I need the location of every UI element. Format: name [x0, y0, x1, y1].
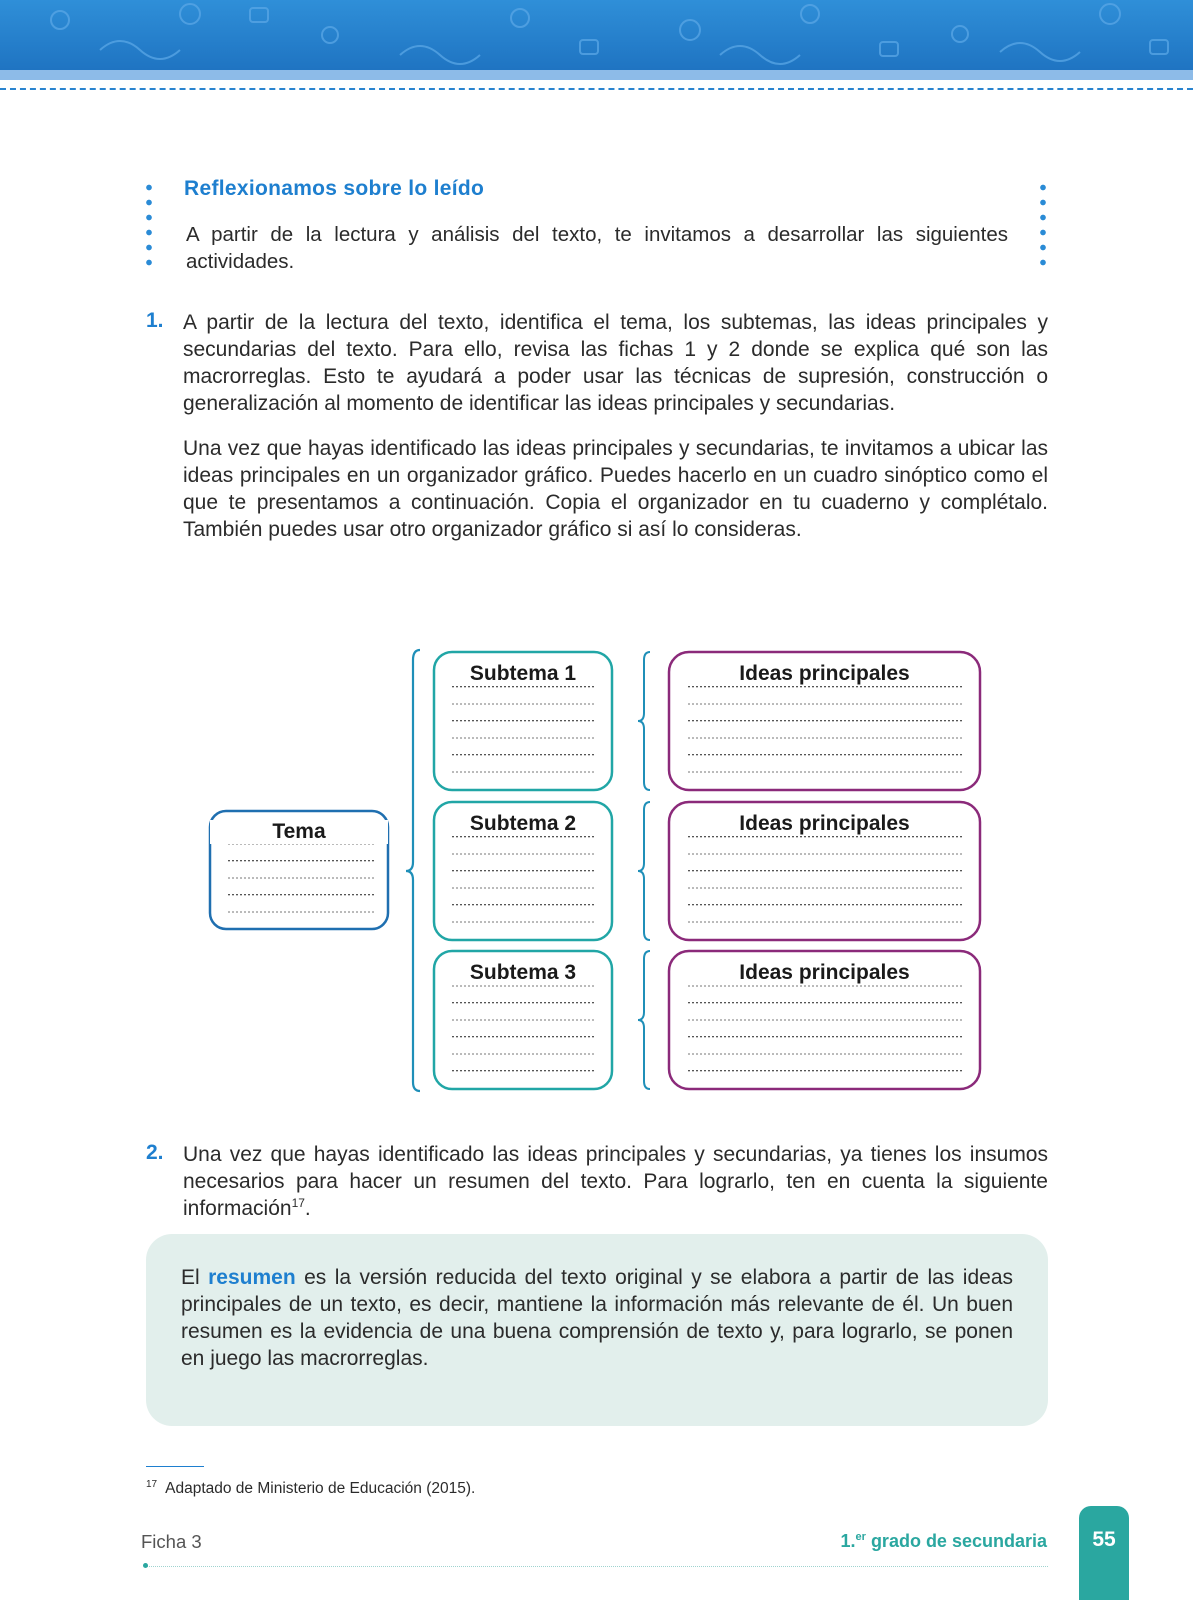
- sub-braces: [638, 652, 650, 1089]
- footer-grade: [800, 1531, 1047, 1552]
- footnote-reference: 17: [291, 1196, 305, 1210]
- grade-number: 1.: [840, 1531, 856, 1551]
- grade-ordinal: er: [855, 1531, 866, 1543]
- theme-label: Tema: [210, 820, 388, 844]
- subtopic-3-label: Subtema 3: [469, 961, 577, 984]
- activity-number: 1.: [146, 309, 164, 332]
- footer-sheet: Ficha 3: [141, 1531, 202, 1552]
- subtopic-2-label: Subtema 2: [469, 812, 577, 835]
- summary-text: [181, 1264, 1013, 1372]
- footnote-rule: [146, 1466, 204, 1467]
- ideas-1-label: Ideas principales: [739, 662, 910, 685]
- section-intro: A partir de la lectura y análisis del texto, te invitamos a desarrollar las siguientes actividades.: [186, 223, 1008, 273]
- footnote: [146, 1479, 475, 1498]
- main-brace: [406, 650, 420, 1091]
- footer-dot: [143, 1563, 148, 1568]
- grade-text: grado de secundaria: [865, 1531, 1047, 1551]
- summary-term: resumen: [208, 1266, 296, 1289]
- subtopic-1-label: Subtema 1: [469, 662, 577, 685]
- activity-1-paragraph-2: Una vez que hayas identificado las ideas principales y secundarias, te invitamos a ubicar las ideas principales en un organizador gráfico. Puedes hacerlo en un cuadro sinóptico como el que te presentamos a continuación. Copia el organizador en tu cuaderno y complétalo. También puedes usar otro organizador gráfico si así lo consideras.: [183, 437, 1048, 541]
- ideas-3-label: Ideas principales: [739, 961, 910, 984]
- summary-prefix: El: [181, 1266, 209, 1289]
- activity-2-end: .: [304, 1197, 311, 1220]
- section-heading: Reflexionamos sobre lo leído: [184, 177, 485, 200]
- activity-2-body: Una vez que hayas identificado las ideas principales y secundarias, ya tienes los insumos necesarios para hacer un resumen del texto. Para lograrlo, ten en cuenta la siguiente información: [183, 1143, 1048, 1220]
- footnote-text: Adaptado de Ministerio de Educación (2015).: [165, 1480, 476, 1497]
- footer-dotted-line: [146, 1566, 1048, 1567]
- page-number: 55: [1092, 1528, 1116, 1551]
- summary-body: es la versión reducida del texto original y se elabora a partir de las ideas principales de un texto, es decir, mantiene la información más relevante de él. Un buen resumen es la evidencia de una buena comprensión de texto y, para lograrlo, se ponen en juego las macrorreglas.: [181, 1266, 1013, 1370]
- page-number-tab: [1079, 1506, 1129, 1600]
- ideas-2-label: Ideas principales: [739, 812, 910, 835]
- activity-1-paragraph-1: A partir de la lectura del texto, identifica el tema, los subtemas, las ideas principales y secundarias del texto. Para ello, revisa las fichas 1 y 2 donde se explica qué son las macrorreglas. Esto te ayudará a poder usar las técnicas de supresión, construcción o generalización al momento de identificar las ideas principales y secundarias.: [183, 311, 1048, 415]
- summary-info-box: [146, 1234, 1048, 1426]
- footnote-mark: 17: [146, 1479, 158, 1490]
- activity-number: 2.: [146, 1141, 164, 1164]
- activity-2-text: [183, 1141, 1048, 1222]
